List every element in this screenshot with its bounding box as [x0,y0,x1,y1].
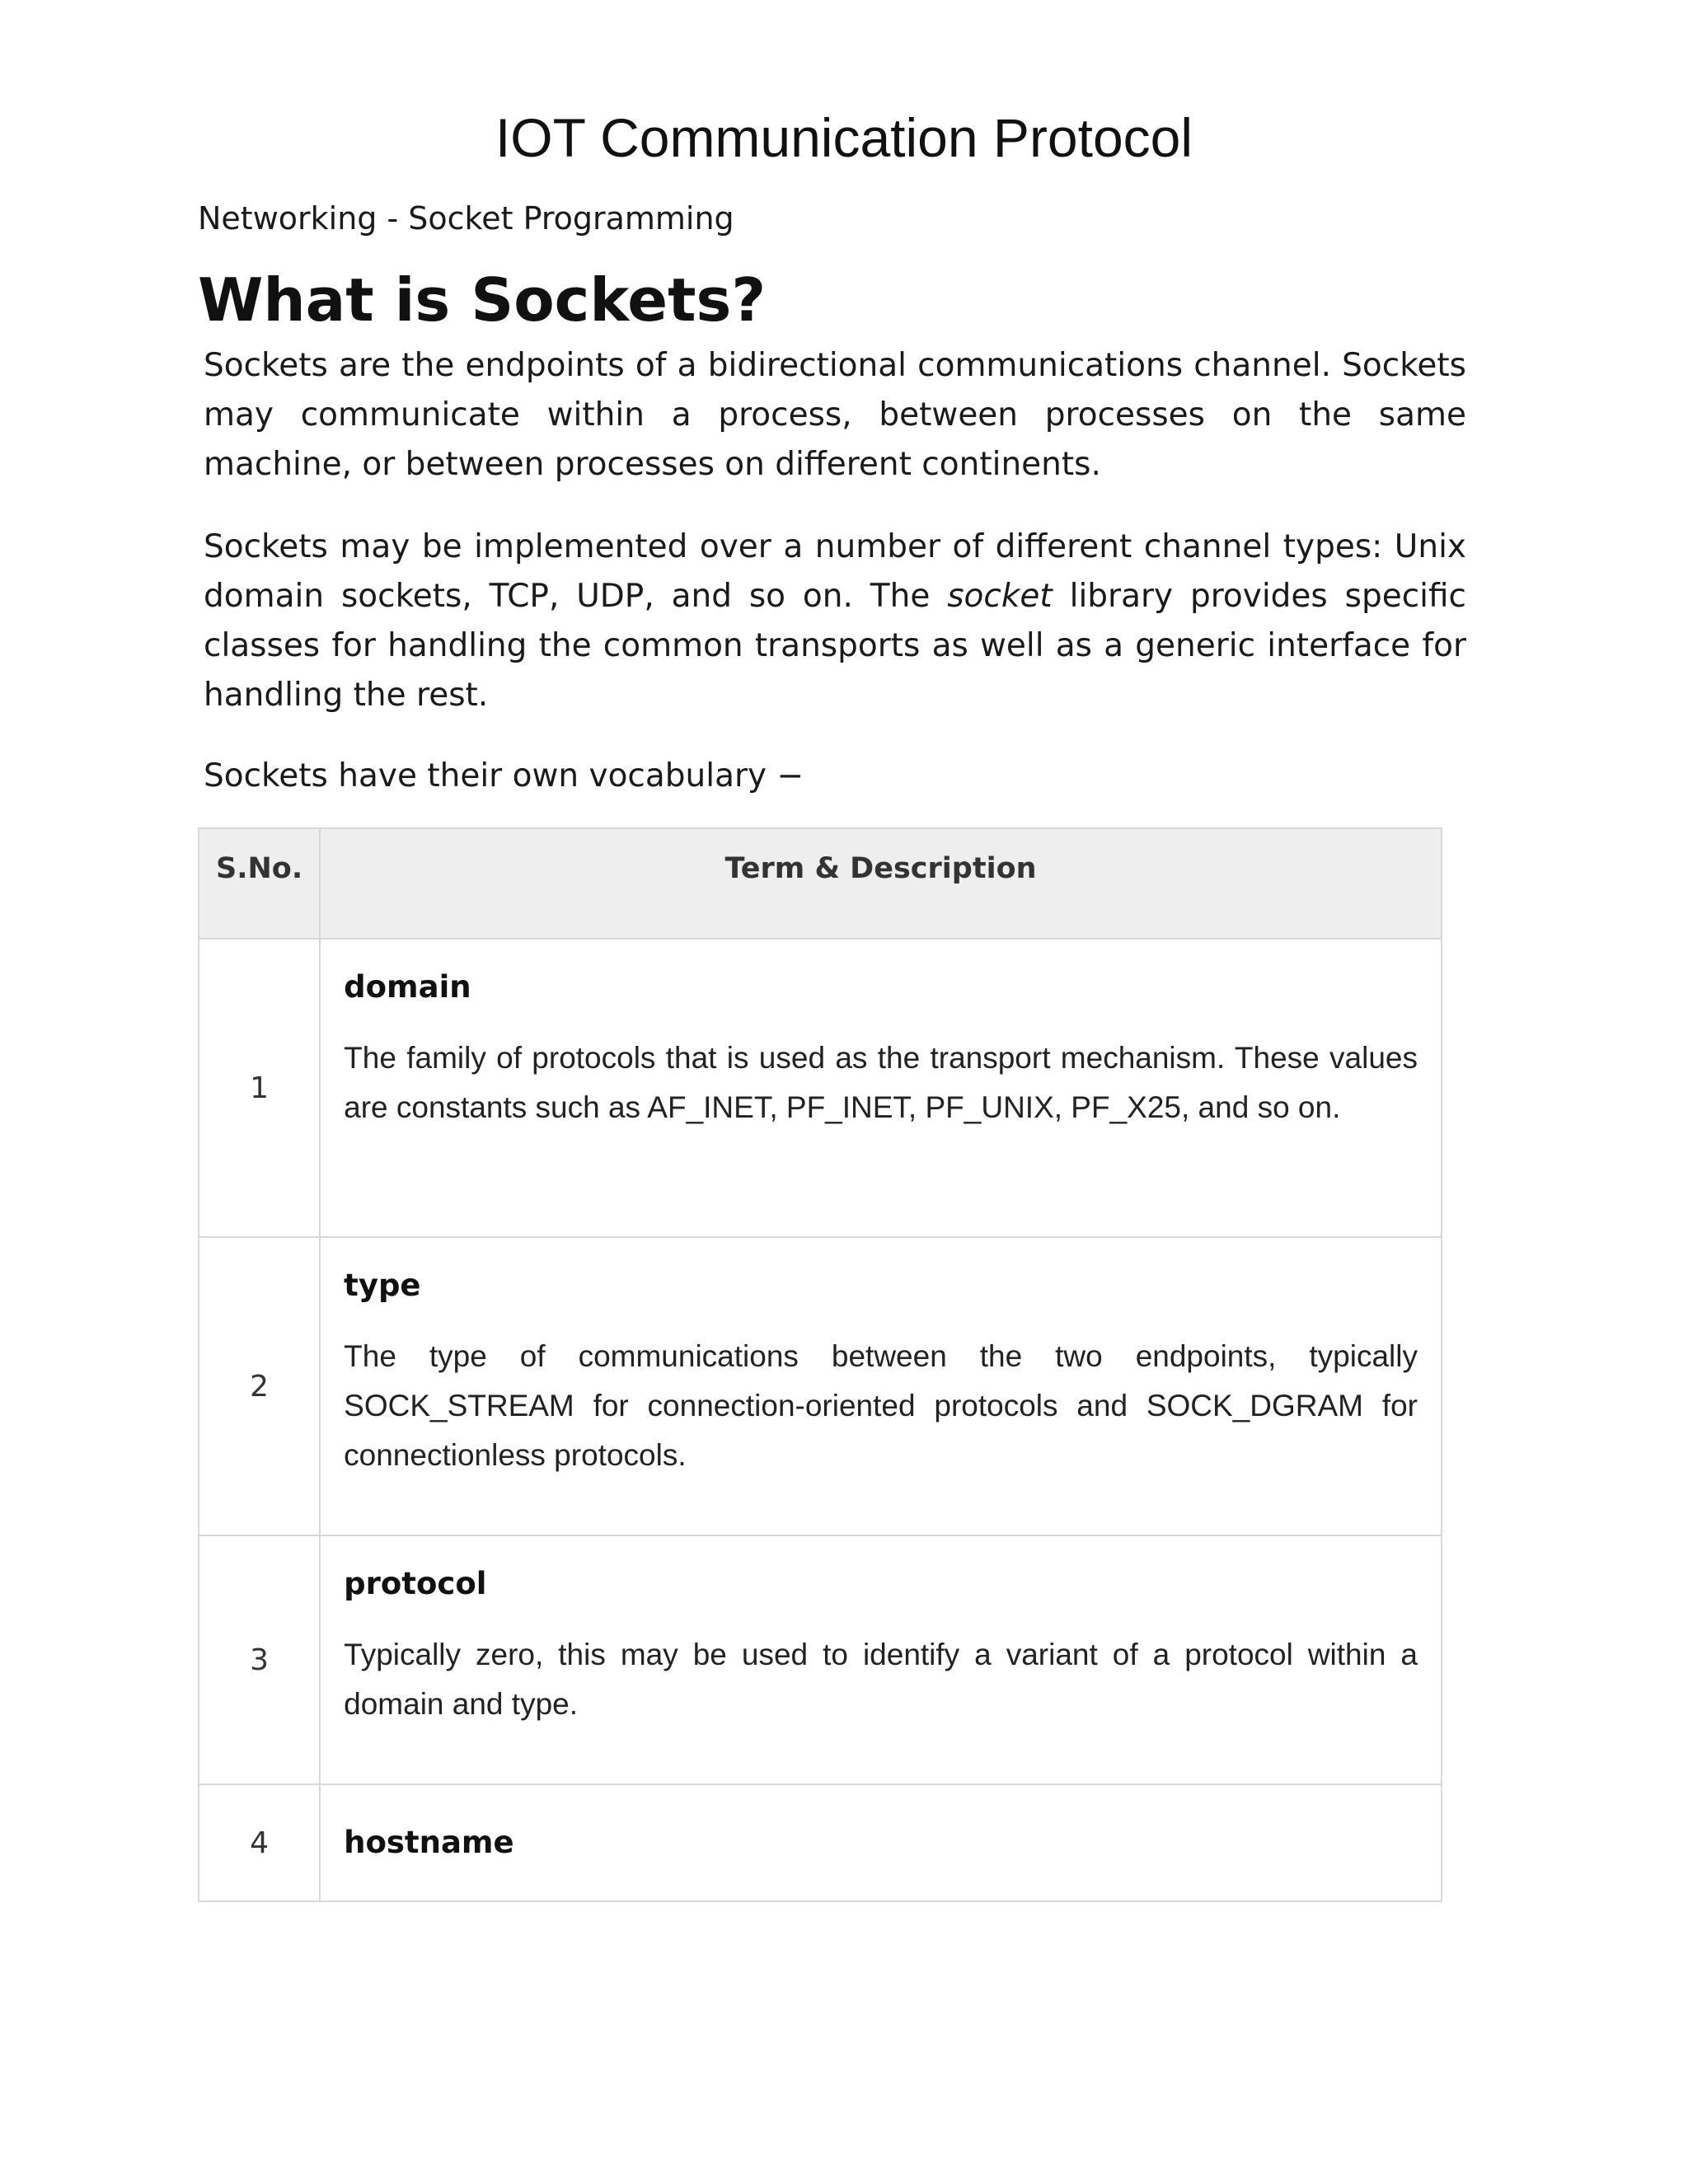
table-header [199,828,1442,939]
table-body [199,939,1442,1901]
term-description: The type of communications between the two endpoints, typically SOCK_STREAM for connection-oriented protocols and SOCK_DGRAM for connectionless protocols. [344,1339,1418,1472]
row-number: 3 [199,1535,320,1784]
table-row [199,1784,1442,1901]
row-number: 2 [199,1237,320,1535]
row-number: 4 [199,1784,320,1901]
subtitle: Networking - Socket Programming [198,200,734,237]
channel-types-text-start: Sockets may be implemented over a number of different channel types: Unix domain sockets, TCP, UDP, and so on. The [204,528,1466,615]
term-cell [320,939,1442,1237]
term-cell [320,1237,1442,1535]
vocabulary-intro: Sockets have their own vocabulary − [204,757,804,794]
header-sno: S.No. [199,828,320,939]
term-name: protocol [344,1566,487,1601]
socket-library-name: socket [947,578,1053,615]
term-cell [320,1784,1442,1901]
header-term-description: Term & Description [320,828,1442,939]
vocabulary-table [198,827,1442,1902]
channel-types-paragraph [204,523,1466,720]
term-name: hostname [344,1825,514,1860]
table-row [199,939,1442,1237]
table-row [199,1535,1442,1784]
intro-paragraph: Sockets are the endpoints of a bidirectional communications channel. Sockets may communicate within a process, between processes on the same machine, or between processes on different continents. [204,347,1466,483]
term-description: The family of protocols that is used as the transport mechanism. These values are constants such as AF_INET, PF_INET, PF_UNIX, PF_X25, and so on. [344,1041,1418,1124]
row-number: 1 [199,939,320,1237]
term-name: type [344,1268,421,1303]
table-header-row [199,828,1442,939]
term-description: Typically zero, this may be used to identify a variant of a protocol within a domain and type. [344,1638,1418,1721]
term-cell [320,1535,1442,1784]
channel-types-text-end: library provides specific classes for handling the common transports as well as a generic interface for handling the rest. [204,578,1466,714]
term-name: domain [344,969,471,1005]
table-row [199,1237,1442,1535]
section-heading: What is Sockets? [198,265,767,335]
page-title: IOT Communication Protocol [495,107,1193,168]
